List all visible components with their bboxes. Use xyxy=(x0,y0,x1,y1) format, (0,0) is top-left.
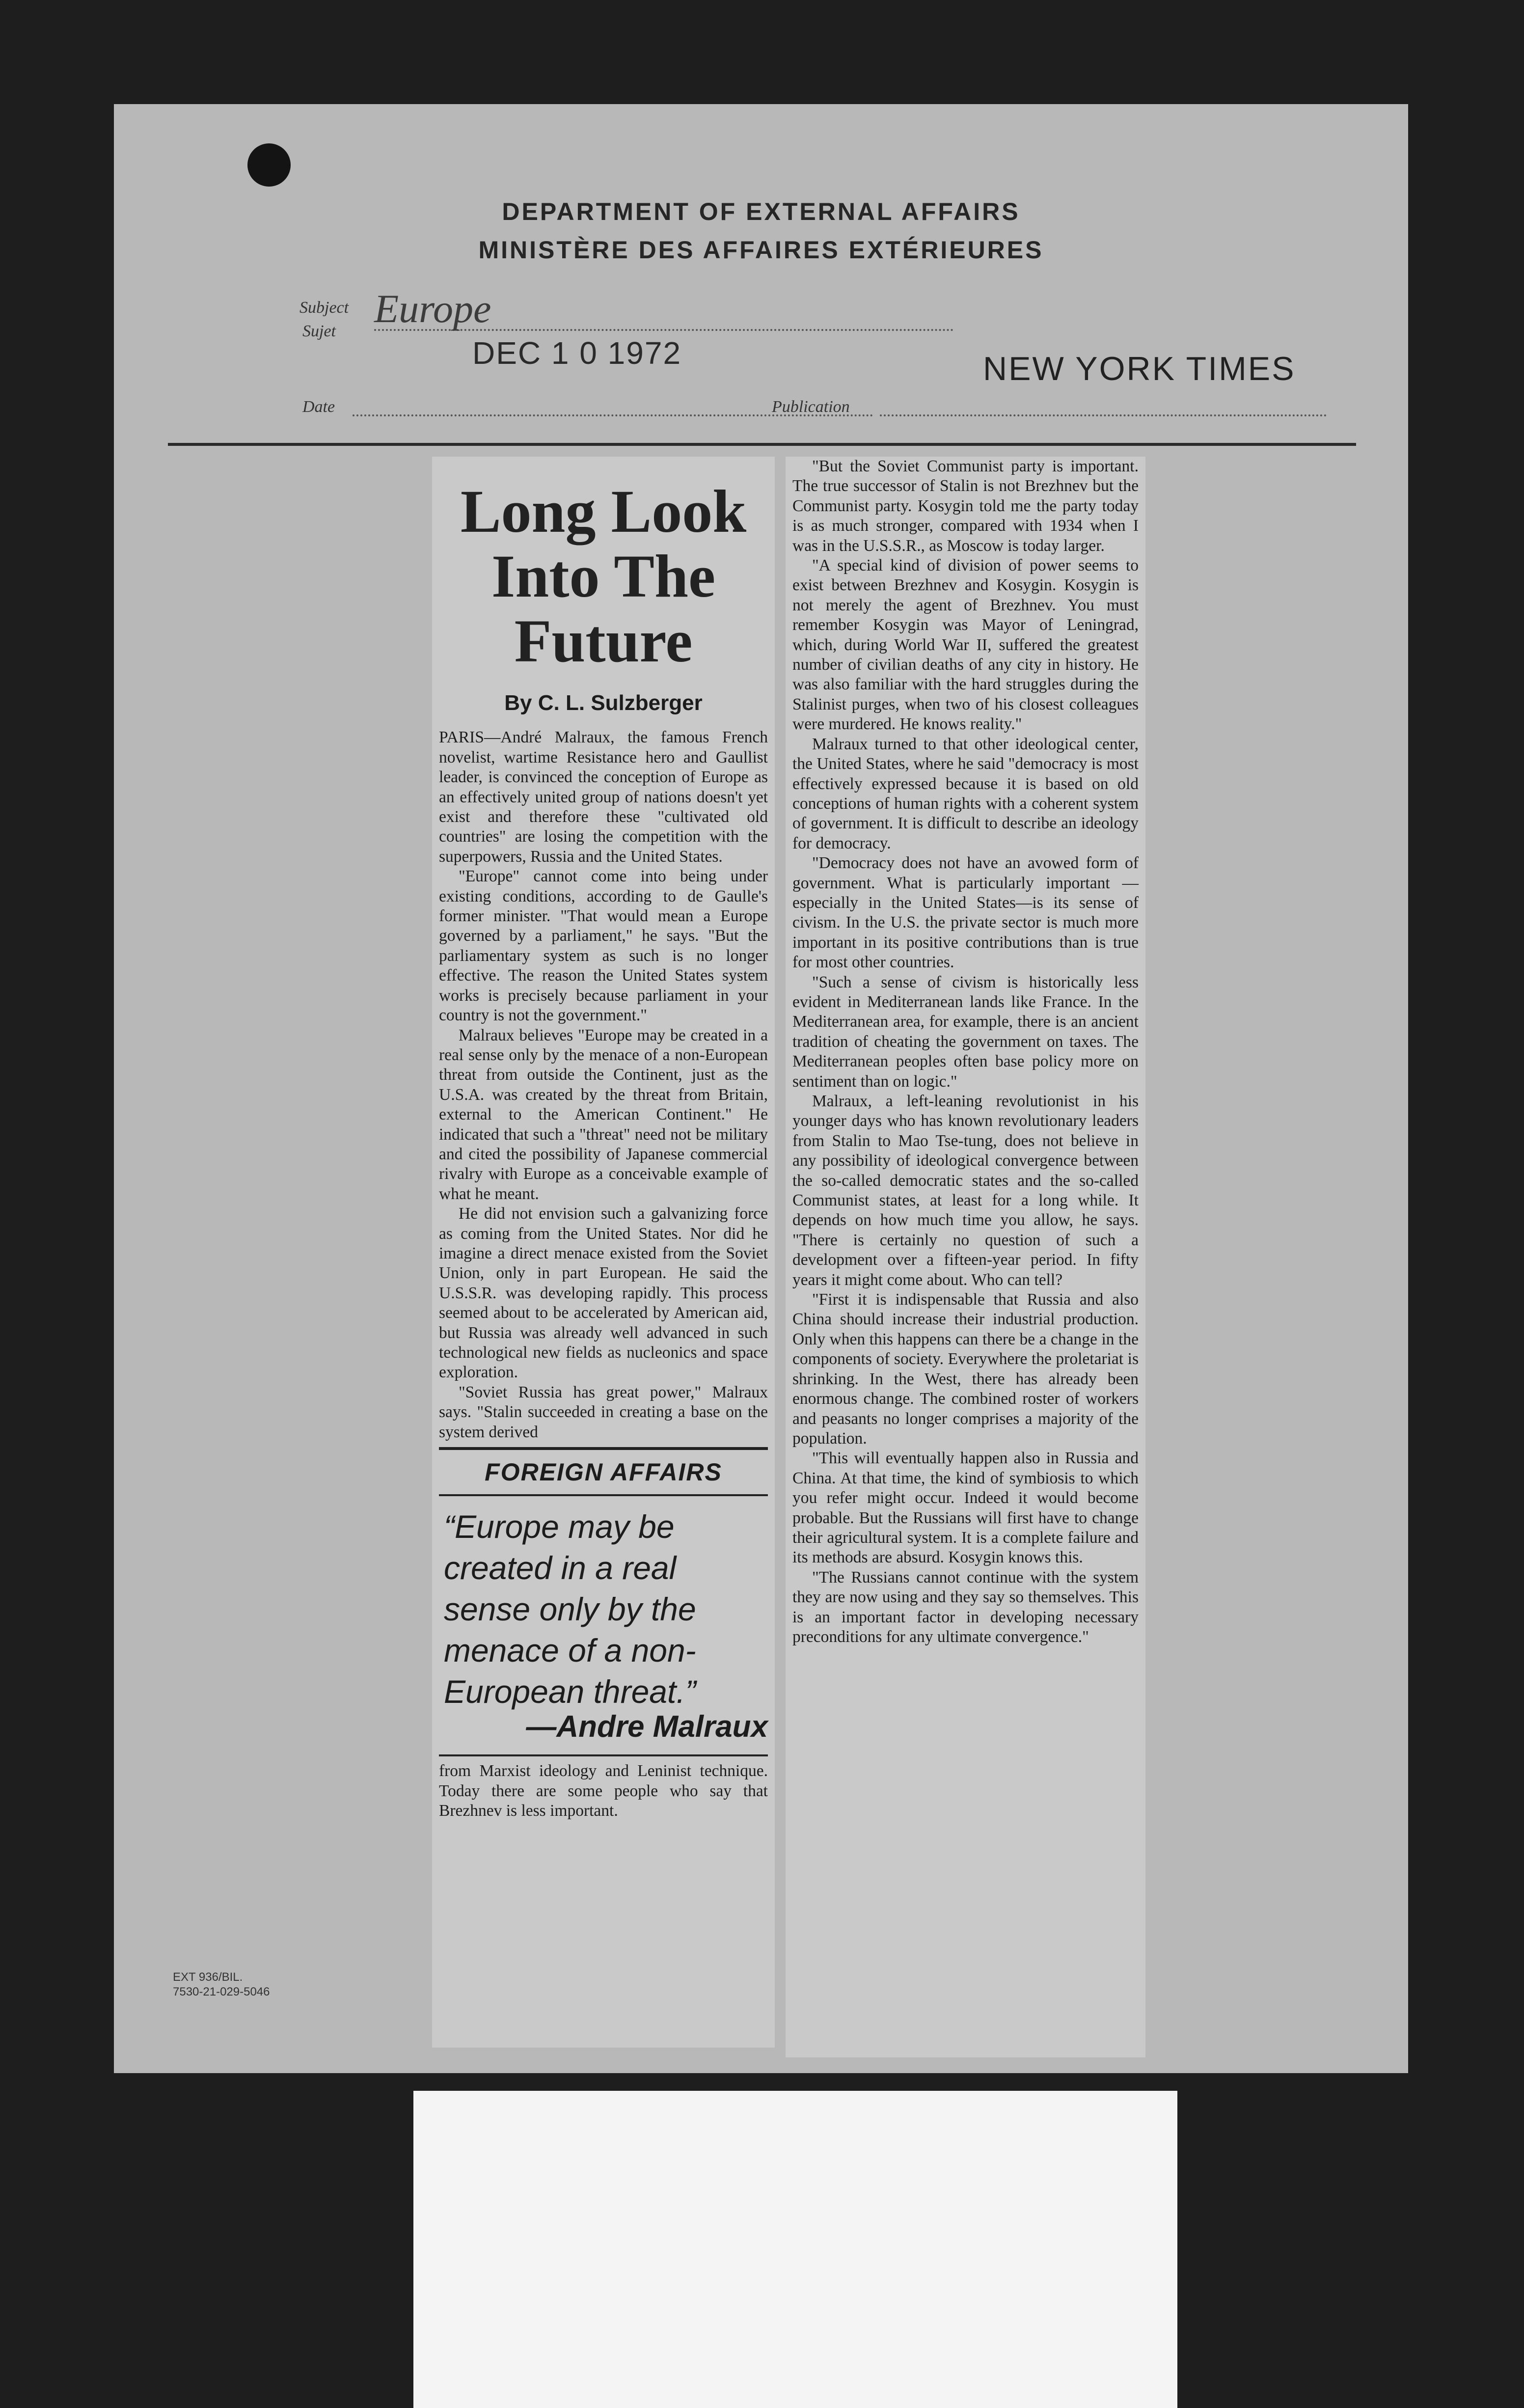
article-column-right xyxy=(786,457,1145,2057)
article-paragraph: Malraux, a left-leaning revolutionist in his younger days who has known revolutionary leaders from Stalin to Mao Tse-tung, does not believe in any possibility of ideological convergence between the so-called democratic states and the so-called Communist states, at least for a long while. It depends on how much time you allow, he says. "There is certainly no question of such a development over a fifteen-year period. In fifty years it might come about. Who can tell? xyxy=(792,1092,1139,1289)
subject-value: Europe xyxy=(374,286,491,331)
header-rule xyxy=(168,443,1356,446)
article-paragraph: "This will eventually happen also in Russia and China. At that time, the kind of symbiosis to which you refer might occur. Indeed it would become probable. But the Russians will first have to change their agricultural system. It is a complete failure and its methods are absurd. Kosygin knows this. xyxy=(792,1449,1139,1567)
article-paragraph: "The Russians cannot continue with the system they are now using and they say so themselves. This is an important factor in developing necessary preconditions for any ultimate convergence." xyxy=(792,1568,1139,1646)
article-paragraph: "Democracy does not have an avowed form of government. What is particularly important — especially in the United States—is its sense of civism. In the U.S. the private sector is much more important in its positive contributions than is true for most other countries. xyxy=(792,854,1139,972)
form-code xyxy=(173,1970,270,1999)
pull-quote: “Europe may be created in a real sense only by the menace of a non-European threat.” xyxy=(444,1508,696,1710)
pull-quote-rule xyxy=(439,1754,768,1756)
column-kicker: FOREIGN AFFAIRS xyxy=(485,1458,722,1486)
date-value: DEC 1 0 1972 xyxy=(472,335,682,371)
date-label: Date xyxy=(302,398,335,416)
pull-quote-attribution: —Andre Malraux xyxy=(526,1710,768,1744)
article-paragraph: Malraux turned to that other ideological center, the United States, where he said "democracy is most effectively expressed because it is based on old conceptions of human rights with a coherent system of government. It is difficult to describe an ideology for democracy. xyxy=(792,735,1139,852)
article-byline: By C. L. Sulzberger xyxy=(504,691,703,715)
article-paragraph: "Such a sense of civism is historically less evident in Mediterranean lands like France. In the Mediterranean area, for example, there is an ancient tradition of cheating the government on taxes. The Mediterranean peoples often base policy more on sentiment than on logic." xyxy=(792,973,1139,1091)
kicker-rule-bottom xyxy=(439,1494,768,1496)
department-name-english: DEPARTMENT OF EXTERNAL AFFAIRS xyxy=(502,198,1020,225)
kicker-rule-top xyxy=(439,1447,768,1450)
form-code-line: 7530-21-029-5046 xyxy=(173,1985,270,1998)
article-paragraph: "A special kind of division of power seems to exist between Brezhnev and Kosygin. Kosygin is not merely the agent of Brezhnev. You must remember Kosygin was Mayor of Leningrad, which, during World War II, suffered the greatest number of civilian deaths of any city in history. He was also familiar with the hard struggles during the Stalinist purges, when two of his closest colleagues were murdered. He knows reality." xyxy=(792,556,1139,734)
article-paragraph: He did not envision such a galvanizing force as coming from the United States. Nor did he imagine a direct menace existed from the Soviet Union, only in part European. He said the U.S.S.R. was developing rapidly. This process seemed about to be accelerated by American aid, but Russia was already well advanced in such technological new fields as nucleonics and space exploration. xyxy=(439,1204,768,1382)
blank-card-stub xyxy=(413,2091,1177,2408)
publication-line xyxy=(880,414,1327,416)
article-paragraph: "But the Soviet Communist party is important. The true successor of Stalin is not Brezhnev but the Communist party. Kosygin told me the party today is as much stronger, compared with 1934 when I was in the U.S.S.R., as Moscow is today larger. xyxy=(792,457,1139,555)
form-code-line: EXT 936/BIL. xyxy=(173,1970,243,1984)
article-column-left xyxy=(432,457,775,2048)
article-headline: Long Look Into The Future xyxy=(460,478,747,675)
publication-label: Publication xyxy=(772,398,850,416)
department-name-french: MINISTÈRE DES AFFAIRES EXTÉRIEURES xyxy=(478,236,1044,264)
subject-label-english: Subject xyxy=(299,299,349,317)
punch-hole xyxy=(247,143,291,187)
article-paragraph: "First it is indispensable that Russia and also China should increase their industrial production. Only when this happens can there be a change in the components of society. Everywhere the proletariat is shrinking. In the West, there has already been enormous change. The combined roster of workers and peasants no longer comprises a majority of the population. xyxy=(792,1290,1139,1448)
article-paragraph: "Soviet Russia has great power," Malraux says. "Stalin succeeded in creating a base on the system derived xyxy=(439,1383,768,1441)
article-paragraph: from Marxist ideology and Leninist technique. Today there are some people who say that Brezhnev is less important. xyxy=(439,1762,768,1820)
publication-value: NEW YORK TIMES xyxy=(983,350,1296,387)
article-paragraph: PARIS—André Malraux, the famous French novelist, wartime Resistance hero and Gaullist leader, is convinced the conception of Europe as an effectively united group of nations doesn't yet exist and therefore these "cultivated old countries" are losing the competition with the superpowers, Russia and the United States. xyxy=(439,728,768,866)
article-paragraph: Malraux believes "Europe may be created in a real sense only by the menace of a non-European threat from outside the Continent, just as the U.S.A. was created by the threat from Britain, external to the American Continent." He indicated that such a "threat" need not be military and cited the possibility of Japanese commercial rivalry with Europe as a conceivable example of what he meant. xyxy=(439,1026,768,1203)
subject-label-french: Sujet xyxy=(302,322,336,340)
article-paragraph: "Europe" cannot come into being under existing conditions, according to de Gaulle's former minister. "That would mean a Europe governed by a parliament," he says. "But the parliamentary system as such is no longer effective. The reason the United States system works is precisely because parliament in your country is not the government." xyxy=(439,867,768,1025)
